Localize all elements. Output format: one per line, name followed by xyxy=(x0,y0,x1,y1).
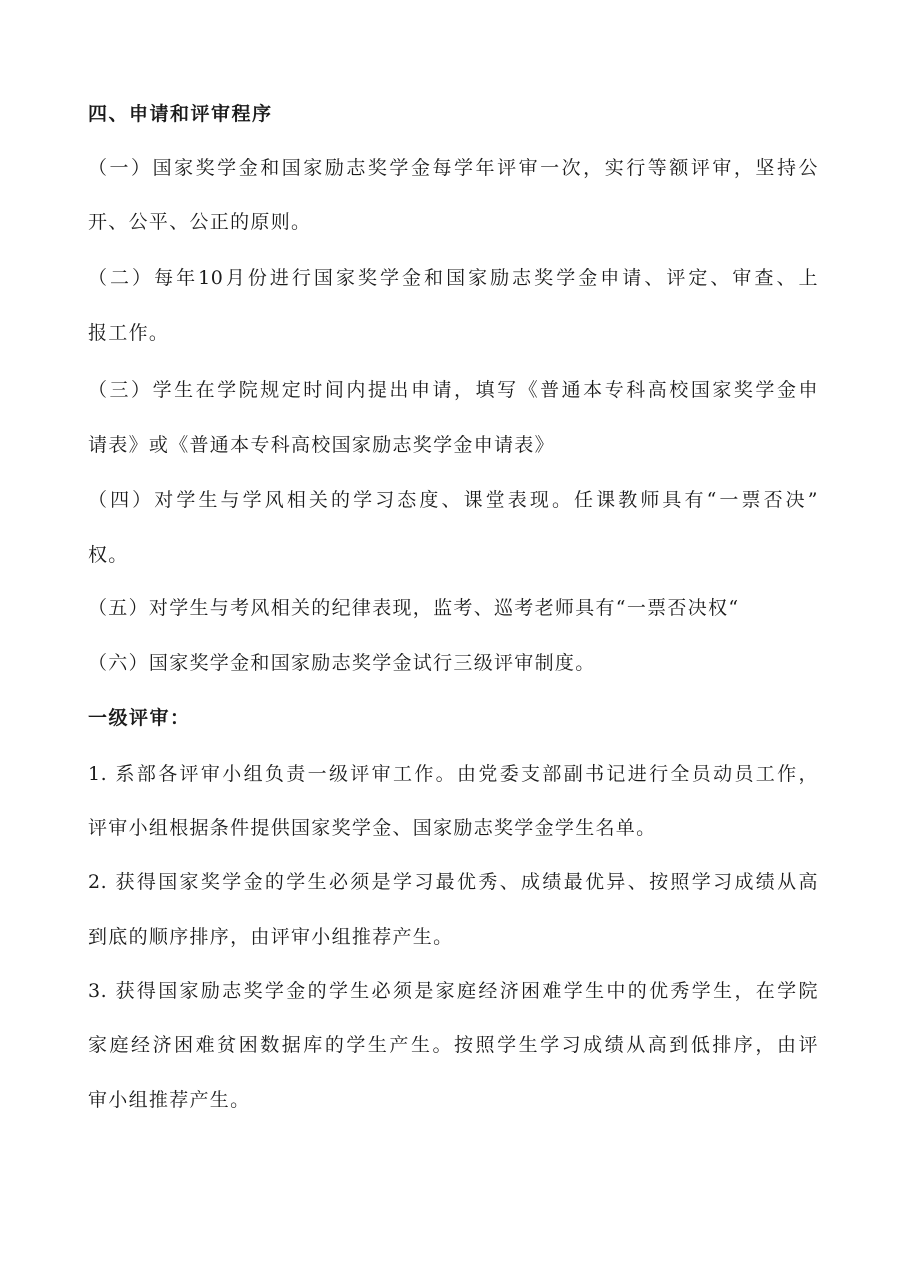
item-1-line-2: 评审小组根据条件提供国家奖学金、国家励志奖学金学生名单。 xyxy=(88,817,657,839)
paragraph-1-line-1: （一）国家奖学金和国家励志奖学金每学年评审一次，实行等额评审，坚持公 xyxy=(88,157,818,179)
item-2-line-2: 到底的顺序排序，由评审小组推荐产生。 xyxy=(88,926,454,948)
item-3-line-2: 家庭经济困难贫困数据库的学生产生。按照学生学习成绩从高到低排序，由评 xyxy=(88,1034,818,1056)
paragraph-3-line-2: 请表》或《普通本专科高校国家励志奖学金申请表》 xyxy=(88,434,555,456)
item-3-line-1: 3. 获得国家励志奖学金的学生必须是家庭经济困难学生中的优秀学生，在学院 xyxy=(88,980,818,1002)
item-1-line-1: 1. 系部各评审小组负责一级评审工作。由党委支部副书记进行全员动员工作， xyxy=(88,763,818,785)
paragraph-3-line-1: （三）学生在学院规定时间内提出申请，填写《普通本专科高校国家奖学金申 xyxy=(88,379,818,401)
subheading: 一级评审： xyxy=(88,707,191,729)
section-heading: 四、申请和评审程序 xyxy=(88,103,273,125)
paragraph-6-line-1: （六）国家奖学金和国家励志奖学金试行三级评审制度。 xyxy=(88,652,596,674)
paragraph-2-line-1: （二）每年10月份进行国家奖学金和国家励志奖学金申请、评定、审查、上 xyxy=(88,267,818,289)
paragraph-4-line-1: （四）对学生与学风相关的学习态度、课堂表现。任课教师具有“一票否决” xyxy=(88,489,818,511)
item-3-line-3: 审小组推荐产生。 xyxy=(88,1089,251,1111)
paragraph-4-line-2: 权。 xyxy=(88,544,129,566)
item-2-line-1: 2. 获得国家奖学金的学生必须是学习最优秀、成绩最优异、按照学习成绩从高 xyxy=(88,871,818,893)
paragraph-2-line-2: 报工作。 xyxy=(88,322,170,344)
paragraph-1-line-2: 开、公平、公正的原则。 xyxy=(88,211,312,233)
paragraph-5-line-1: （五）对学生与考风相关的纪律表现，监考、巡考老师具有“一票否决权“ xyxy=(88,597,740,619)
